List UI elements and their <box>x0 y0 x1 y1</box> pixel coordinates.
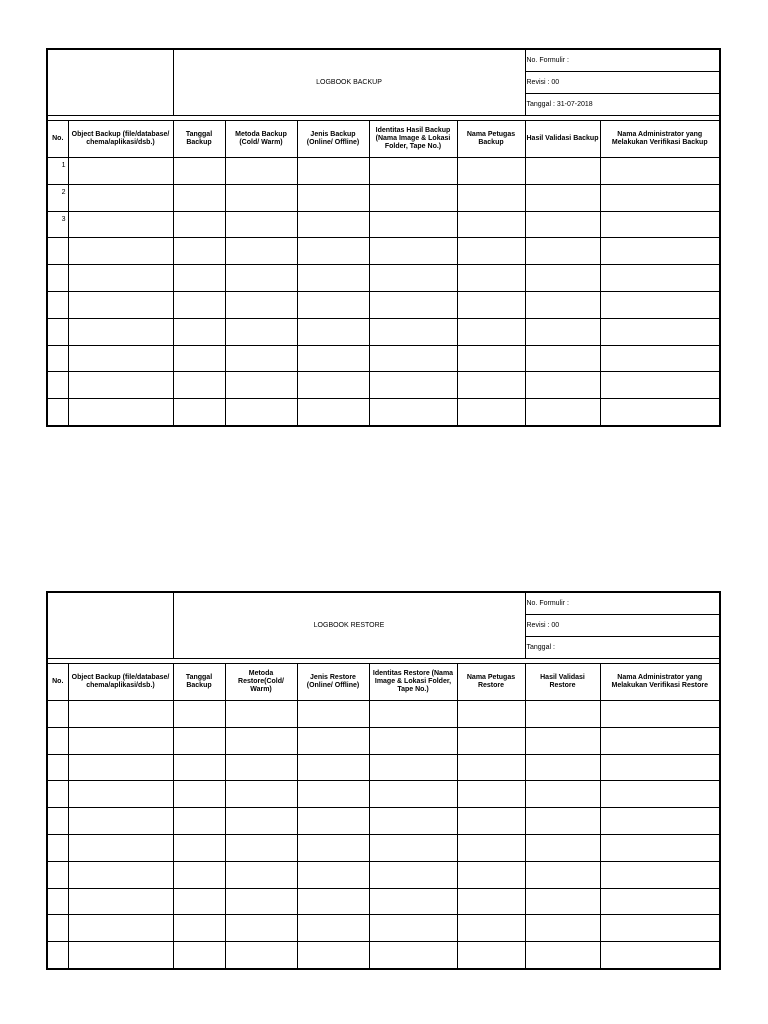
table-cell[interactable] <box>225 727 297 754</box>
table-cell[interactable] <box>173 291 225 318</box>
table-cell[interactable] <box>68 291 173 318</box>
column-header-identity: Identitas Restore (Nama Image & Lokasi Folder, Tape No.) <box>369 664 457 701</box>
column-header-type: Jenis Backup (Online/ Offline) <box>297 121 369 158</box>
table-cell[interactable] <box>225 158 297 185</box>
table-cell[interactable] <box>600 291 720 318</box>
table-cell[interactable] <box>297 942 369 969</box>
table-cell[interactable] <box>173 888 225 915</box>
page-title: LOGBOOK RESTORE <box>173 592 525 659</box>
table-cell[interactable] <box>297 211 369 238</box>
row-number-cell[interactable] <box>47 754 68 781</box>
logbook-backup-table <box>46 48 721 427</box>
row-number-cell[interactable]: 2 <box>47 184 68 211</box>
table-cell[interactable] <box>225 291 297 318</box>
table-cell[interactable] <box>173 754 225 781</box>
table-cell[interactable] <box>525 158 600 185</box>
table-cell[interactable] <box>297 808 369 835</box>
table-cell[interactable] <box>225 888 297 915</box>
table-cell[interactable] <box>369 265 457 292</box>
table-cell[interactable] <box>173 781 225 808</box>
table-cell[interactable] <box>457 727 525 754</box>
table-row <box>47 727 720 754</box>
column-header-administrator: Nama Administrator yang Melakukan Verifikasi Restore <box>600 664 720 701</box>
row-number-cell[interactable] <box>47 942 68 969</box>
table-cell[interactable] <box>525 318 600 345</box>
table-cell[interactable] <box>457 184 525 211</box>
table-cell[interactable] <box>225 808 297 835</box>
column-header-no: No. <box>47 121 68 158</box>
table-cell[interactable] <box>68 861 173 888</box>
table-cell[interactable] <box>68 834 173 861</box>
table-cell[interactable] <box>600 318 720 345</box>
row-number-cell[interactable] <box>47 291 68 318</box>
table-cell[interactable] <box>68 211 173 238</box>
table-cell[interactable] <box>525 727 600 754</box>
table-row <box>47 888 720 915</box>
table-cell[interactable] <box>297 781 369 808</box>
table-cell[interactable] <box>525 754 600 781</box>
table-cell[interactable] <box>68 727 173 754</box>
table-cell[interactable] <box>297 318 369 345</box>
table-cell[interactable] <box>297 345 369 372</box>
table-cell[interactable] <box>68 345 173 372</box>
table-cell[interactable] <box>600 211 720 238</box>
table-cell[interactable] <box>600 265 720 292</box>
column-header-date: Tanggal Backup <box>173 664 225 701</box>
column-headers <box>47 664 720 701</box>
table-cell[interactable] <box>600 238 720 265</box>
table-cell[interactable] <box>369 915 457 942</box>
table-cell[interactable] <box>173 727 225 754</box>
table-cell[interactable] <box>297 238 369 265</box>
column-header-method: Metoda Restore(Cold/ Warm) <box>225 664 297 701</box>
page-title: LOGBOOK BACKUP <box>173 49 525 116</box>
table-cell[interactable] <box>173 701 225 728</box>
table-cell[interactable] <box>457 158 525 185</box>
table-cell[interactable] <box>297 915 369 942</box>
table-cell[interactable] <box>525 265 600 292</box>
table-cell[interactable] <box>457 701 525 728</box>
table-cell[interactable] <box>369 158 457 185</box>
table-cell[interactable] <box>600 861 720 888</box>
table-cell[interactable] <box>369 184 457 211</box>
table-cell[interactable] <box>68 754 173 781</box>
table-cell[interactable] <box>369 808 457 835</box>
table-cell[interactable] <box>225 781 297 808</box>
table-cell[interactable] <box>173 942 225 969</box>
table-cell[interactable] <box>525 942 600 969</box>
table-cell[interactable] <box>173 861 225 888</box>
table-cell[interactable] <box>457 345 525 372</box>
table-cell[interactable] <box>225 211 297 238</box>
table-cell[interactable] <box>457 754 525 781</box>
table-cell[interactable] <box>297 861 369 888</box>
table-cell[interactable] <box>68 781 173 808</box>
column-header-officer: Nama Petugas Restore <box>457 664 525 701</box>
row-number-cell[interactable]: 3 <box>47 211 68 238</box>
table-cell[interactable] <box>457 399 525 426</box>
table-cell[interactable] <box>369 318 457 345</box>
table-cell[interactable] <box>173 834 225 861</box>
table-cell[interactable] <box>457 888 525 915</box>
table-cell[interactable] <box>600 834 720 861</box>
column-header-date: Tanggal Backup <box>173 121 225 158</box>
row-number-cell[interactable] <box>47 345 68 372</box>
table-cell[interactable] <box>173 915 225 942</box>
table-cell[interactable] <box>68 399 173 426</box>
table-cell[interactable] <box>525 915 600 942</box>
table-cell[interactable] <box>68 888 173 915</box>
row-number-cell[interactable] <box>47 265 68 292</box>
table-cell[interactable] <box>369 834 457 861</box>
table-cell[interactable] <box>68 318 173 345</box>
table-cell[interactable] <box>173 238 225 265</box>
table-cell[interactable] <box>68 808 173 835</box>
table-cell[interactable] <box>525 834 600 861</box>
table-cell[interactable] <box>225 942 297 969</box>
logbook-backup-form <box>46 48 719 427</box>
table-cell[interactable] <box>525 808 600 835</box>
table-cell[interactable] <box>225 318 297 345</box>
table-cell[interactable] <box>369 345 457 372</box>
table-cell[interactable] <box>369 291 457 318</box>
row-number-cell[interactable] <box>47 834 68 861</box>
table-cell[interactable] <box>457 211 525 238</box>
column-header-object: Object Backup (file/database/ chema/aplikasi/dsb.) <box>68 664 173 701</box>
table-cell[interactable] <box>600 158 720 185</box>
table-cell[interactable] <box>297 184 369 211</box>
date-label: Tanggal : 31-07-2018 <box>525 94 720 116</box>
table-cell[interactable] <box>369 781 457 808</box>
table-cell[interactable] <box>297 834 369 861</box>
revision-label: Revisi : 00 <box>525 615 720 637</box>
table-cell[interactable] <box>457 808 525 835</box>
table-cell[interactable] <box>525 291 600 318</box>
table-cell[interactable] <box>68 915 173 942</box>
table-row <box>47 942 720 969</box>
table-cell[interactable] <box>525 211 600 238</box>
table-cell[interactable] <box>68 265 173 292</box>
table-cell[interactable] <box>525 701 600 728</box>
column-header-object: Object Backup (file/database/ chema/aplikasi/dsb.) <box>68 121 173 158</box>
table-cell[interactable] <box>173 345 225 372</box>
table-cell[interactable] <box>600 727 720 754</box>
table-cell[interactable] <box>225 834 297 861</box>
table-cell[interactable] <box>457 834 525 861</box>
table-row <box>47 158 720 185</box>
row-number-cell[interactable] <box>47 888 68 915</box>
table-cell[interactable] <box>457 942 525 969</box>
table-row <box>47 265 720 292</box>
table-cell[interactable] <box>525 781 600 808</box>
table-cell[interactable] <box>525 184 600 211</box>
row-number-cell[interactable]: 1 <box>47 158 68 185</box>
table-cell[interactable] <box>457 861 525 888</box>
row-number-cell[interactable] <box>47 701 68 728</box>
table-row <box>47 861 720 888</box>
table-row <box>47 345 720 372</box>
table-cell[interactable] <box>525 888 600 915</box>
table-row <box>47 915 720 942</box>
form-number-label: No. Formulir : <box>525 592 720 615</box>
table-cell[interactable] <box>600 345 720 372</box>
table-cell[interactable] <box>225 399 297 426</box>
table-cell[interactable] <box>600 781 720 808</box>
table-row <box>47 372 720 399</box>
table-cell[interactable] <box>225 238 297 265</box>
logo-area <box>47 592 173 659</box>
logbook-restore-form <box>46 591 719 970</box>
table-cell[interactable] <box>600 754 720 781</box>
table-cell[interactable] <box>600 184 720 211</box>
row-number-cell[interactable] <box>47 861 68 888</box>
table-cell[interactable] <box>297 754 369 781</box>
date-label: Tanggal : <box>525 637 720 659</box>
table-cell[interactable] <box>68 372 173 399</box>
table-cell[interactable] <box>297 727 369 754</box>
table-row <box>47 211 720 238</box>
table-cell[interactable] <box>600 372 720 399</box>
table-cell[interactable] <box>297 399 369 426</box>
table-cell[interactable] <box>297 291 369 318</box>
table-row <box>47 238 720 265</box>
row-number-cell[interactable] <box>47 808 68 835</box>
table-cell[interactable] <box>297 158 369 185</box>
table-cell[interactable] <box>457 372 525 399</box>
column-header-validation: Hasil Validasi Backup <box>525 121 600 158</box>
table-cell[interactable] <box>225 754 297 781</box>
table-cell[interactable] <box>369 888 457 915</box>
table-cell[interactable] <box>369 861 457 888</box>
table-cell[interactable] <box>68 158 173 185</box>
row-number-cell[interactable] <box>47 399 68 426</box>
table-cell[interactable] <box>225 265 297 292</box>
table-cell[interactable] <box>173 318 225 345</box>
logbook-restore-table <box>46 591 721 970</box>
table-cell[interactable] <box>297 888 369 915</box>
table-cell[interactable] <box>369 238 457 265</box>
table-cell[interactable] <box>173 265 225 292</box>
table-row <box>47 318 720 345</box>
table-cell[interactable] <box>173 211 225 238</box>
table-cell[interactable] <box>457 318 525 345</box>
table-cell[interactable] <box>225 861 297 888</box>
column-header-method: Metoda Backup (Cold/ Warm) <box>225 121 297 158</box>
column-header-officer: Nama Petugas Backup <box>457 121 525 158</box>
row-number-cell[interactable] <box>47 238 68 265</box>
table-cell[interactable] <box>525 238 600 265</box>
table-cell[interactable] <box>600 915 720 942</box>
column-header-no: No. <box>47 664 68 701</box>
table-cell[interactable] <box>225 701 297 728</box>
table-cell[interactable] <box>369 211 457 238</box>
table-row <box>47 399 720 426</box>
table-cell[interactable] <box>68 942 173 969</box>
column-header-type: Jenis Restore (Online/ Offline) <box>297 664 369 701</box>
table-cell[interactable] <box>369 399 457 426</box>
table-cell[interactable] <box>525 399 600 426</box>
table-cell[interactable] <box>369 754 457 781</box>
table-row <box>47 184 720 211</box>
table-cell[interactable] <box>525 861 600 888</box>
table-cell[interactable] <box>173 399 225 426</box>
column-header-administrator: Nama Administrator yang Melakukan Verifikasi Backup <box>600 121 720 158</box>
table-cell[interactable] <box>600 888 720 915</box>
table-cell[interactable] <box>173 158 225 185</box>
table-cell[interactable] <box>600 942 720 969</box>
table-cell[interactable] <box>600 808 720 835</box>
row-number-cell[interactable] <box>47 318 68 345</box>
table-row <box>47 701 720 728</box>
table-cell[interactable] <box>369 727 457 754</box>
table-cell[interactable] <box>457 915 525 942</box>
revision-label: Revisi : 00 <box>525 72 720 94</box>
table-cell[interactable] <box>600 701 720 728</box>
table-cell[interactable] <box>173 808 225 835</box>
table-cell[interactable] <box>173 372 225 399</box>
table-cell[interactable] <box>369 372 457 399</box>
table-cell[interactable] <box>457 781 525 808</box>
form-number-label: No. Formulir : <box>525 49 720 72</box>
row-number-cell[interactable] <box>47 727 68 754</box>
table-cell[interactable] <box>68 238 173 265</box>
table-cell[interactable] <box>457 291 525 318</box>
row-number-cell[interactable] <box>47 781 68 808</box>
table-cell[interactable] <box>369 942 457 969</box>
row-number-cell[interactable] <box>47 372 68 399</box>
column-header-identity: Identitas Hasil Backup (Nama Image & Lokasi Folder, Tape No.) <box>369 121 457 158</box>
table-cell[interactable] <box>297 701 369 728</box>
row-number-cell[interactable] <box>47 915 68 942</box>
logo-area <box>47 49 173 116</box>
table-cell[interactable] <box>225 184 297 211</box>
table-cell[interactable] <box>369 701 457 728</box>
table-cell[interactable] <box>225 372 297 399</box>
table-cell[interactable] <box>297 265 369 292</box>
table-cell[interactable] <box>525 345 600 372</box>
table-cell[interactable] <box>68 701 173 728</box>
table-row <box>47 754 720 781</box>
table-cell[interactable] <box>525 372 600 399</box>
table-row <box>47 291 720 318</box>
table-row <box>47 781 720 808</box>
table-cell[interactable] <box>297 372 369 399</box>
table-cell[interactable] <box>457 265 525 292</box>
table-cell[interactable] <box>457 238 525 265</box>
table-cell[interactable] <box>173 184 225 211</box>
column-headers <box>47 121 720 158</box>
table-cell[interactable] <box>68 184 173 211</box>
table-cell[interactable] <box>225 915 297 942</box>
table-row <box>47 808 720 835</box>
column-header-validation: Hasil Validasi Restore <box>525 664 600 701</box>
table-row <box>47 834 720 861</box>
table-cell[interactable] <box>600 399 720 426</box>
table-cell[interactable] <box>225 345 297 372</box>
